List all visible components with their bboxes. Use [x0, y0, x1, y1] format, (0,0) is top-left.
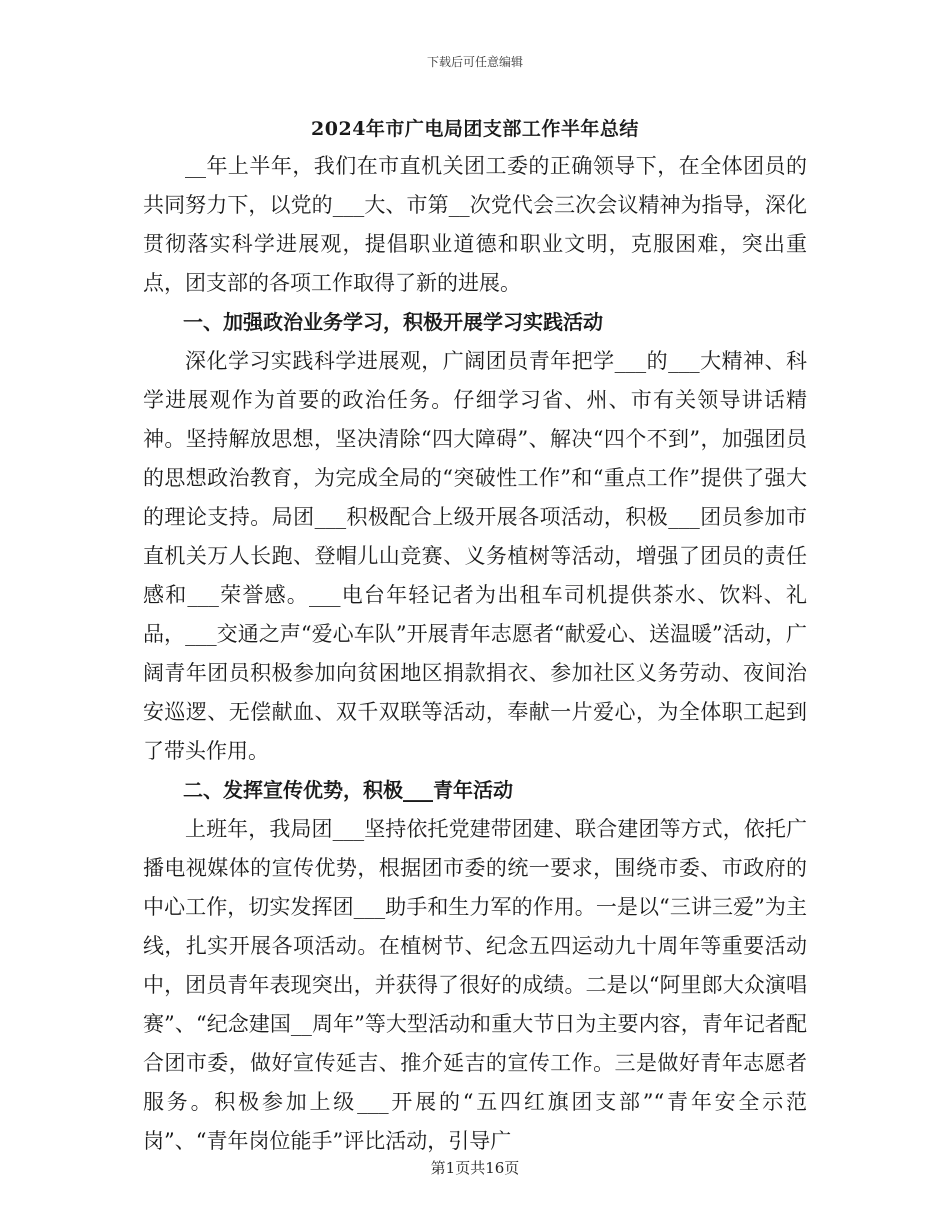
intro-paragraph: __年上半年，我们在市直机关团工委的正确领导下，在全体团员的共同努力下，以党的___大、市第__次党代会三次会议精神为指导，深化贯彻落实科学进展观，提倡职业道德和职业文明，克服困难，突出重点，团支部的各项工作取得了新的进展。: [143, 154, 807, 295]
section-heading-1: 一、加强政治业务学习，积极开展学习实践活动: [183, 310, 603, 334]
page-footer: 第1页共16页: [430, 1159, 520, 1177]
document-body: [143, 147, 807, 1161]
section-2-paragraph: 上班年，我局团___坚持依托党建带团建、联合建团等方式，依托广播电视媒体的宣传优势，根据团市委的统一要求，围绕市委、市政府的中心工作，切实发挥团___助手和生力军的作用。一是以“三讲三爱”为主线，扎实开展各项活动。在植树节、纪念五四运动九十周年等重要活动中，团员青年表现突出，并获得了很好的成绩。二是以“阿里郎大众演唱赛”、“纪念建国__周年”等大型活动和重大节日为主要内容，青年记者配合团市委，做好宣传延吉、推介延吉的宣传工作。三是做好青年志愿者服务。积极参加上级___开展的“五四红旗团支部”“青年安全示范岗”、“青年岗位能手”评比活动，引导广: [143, 817, 807, 1153]
section-1-paragraph: 深化学习实践科学进展观，广阔团员青年把学___的___大精神、科学进展观作为首要的政治任务。仔细学习省、州、市有关领导讲话精神。坚持解放思想，坚决清除“四大障碍”、解决“四个不到”，加强团员的思想政治教育，为完成全局的“突破性工作”和“重点工作”提供了强大的理论支持。局团___积极配合上级开展各项活动，积极___团员参加市直机关万人长跑、登帽儿山竞赛、义务植树等活动，增强了团员的责任感和___荣誉感。___电台年轻记者为出租车司机提供茶水、饮料、礼品，___交通之声“爱心车队”开展青年志愿者“献爱心、送温暖”活动，广阔青年团员积极参加向贫困地区捐款捐衣、参加社区义务劳动、夜间治安巡逻、无偿献血、双千双联等活动，奉献一片爱心，为全体职工起到了带头作用。: [143, 349, 807, 763]
section-heading-2: 二、发挥宣传优势，积极___青年活动: [183, 778, 513, 802]
header-note: 下载后可任意编辑: [426, 55, 523, 69]
document-title: 2024年市广电局团支部工作半年总结: [311, 118, 639, 140]
